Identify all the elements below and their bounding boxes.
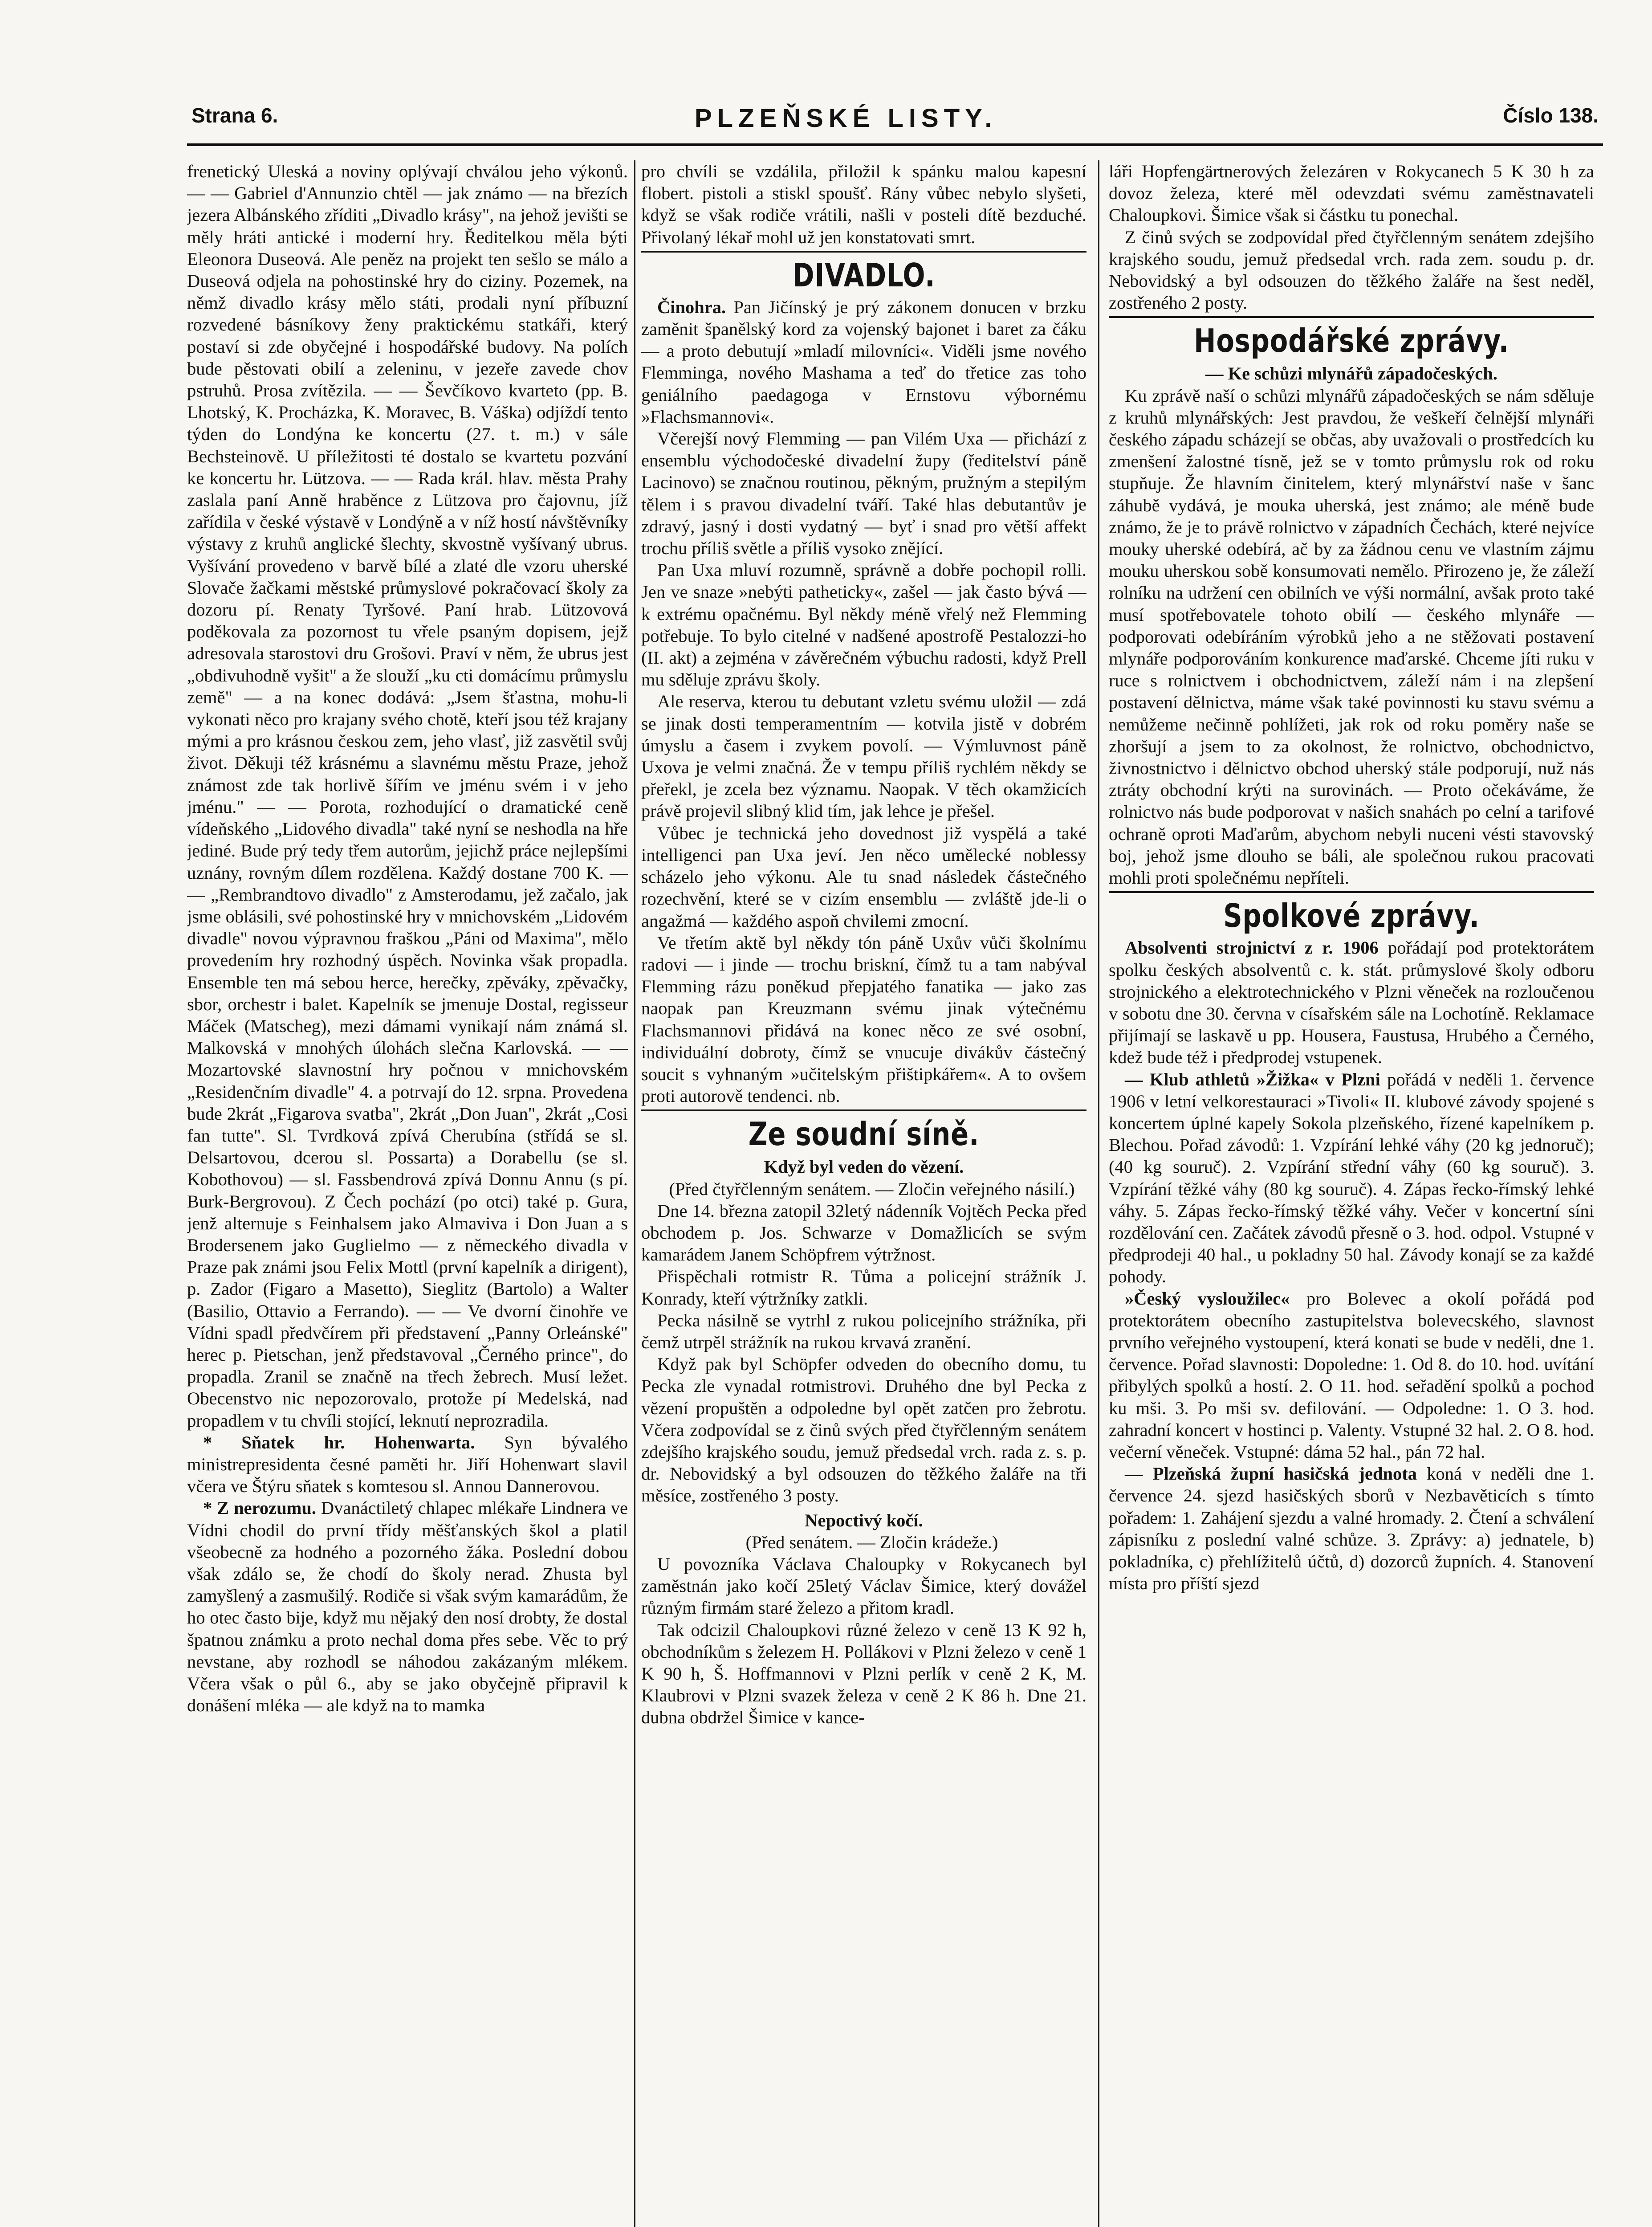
issue-number: Číslo 138. bbox=[1503, 104, 1599, 127]
club-text: koná v neděli dne 1. července 24. sjezd hasičských sborů v Nezbavěticích s tímto pořadem: 1. Zahájení sjezdu a valné hromady. 2. Čtení a schválení zápisníku z poslední valné schůze. 3. Zprávy: a) jednatele, b) pokladníka, c) přehlížitelů účtů, d) dozorců župních. 4. Stanovení místa pro příští sjezd bbox=[1109, 1464, 1594, 1594]
section-rule bbox=[1109, 891, 1594, 893]
column-2 bbox=[641, 160, 1086, 2227]
article-text: frenetický Uleská a noviny oplývají chválou jeho výkonů. — — Gabriel d'Annunzio chtěl — jak známo — na březích jezera Albánského zříditi „Divadlo krásy", na jehož jevišti se měly hráti antické i moderní hry. Ředitelkou měla býti Eleonora Duseová. Ale peněz na projekt ten sešlo se málo a Duseová odjela na pohostinské hry do ciziny. Pozemek, na němž divadlo krásy mělo státi, prodali nyní příbuzní rozvedené básníkovy ženy praktickému statkáři, který postaví si zde obyčejné i hospodářské budovy. Na polích bude pěstovati obilí a zeleninu, v jezeře zavede chov pstruhů. Prosa zvítězila. — — Ševčíkovo kvarteto (pp. B. Lhotský, K. Procházka, K. Moravec, B. Váška) odjíždí tento týden do Londýna ke koncertu (27. t. m.) v sále Bechsteinově. U příležitosti té dostalo se kvartetu pozvání ke koncertu hr. Lützova. — — Rada král. hlav. města Prahy zaslala paní Anně hraběnce z Lützova pro čajovnu, jíž zařídila v české výstavě v Londýně a v níž hostí návštěvníky výstavy z kruhů anglické šlechty, skvostně vyšívaný ubrus. Vyšívání provedeno v barvě bílé a zlaté dle vzoru uherské Slovače žačkami městské průmyslové pokračovací školy za dozoru pí. Renaty Tyršové. Paní hrab. Lützovová poděkovala za pozornost tu vřele psaným dopisem, jejž adresovala starostovi dru Grošovi. Praví v něm, že ubrus jest „obdivuhodně vyšit" a že slouží „ku cti domácímu průmyslu země" — a na konec dodává: „Jsem šťastna, mohu-li vykonati něco pro krajany svého chotě, kteří jsou též krajany mými a pro krásnou českou zem, jeho vlasť, již zasvětil svůj život. Děkuji též krásnému a slavnému městu Praze, jehož známost zde tak horlivě šířím ve jménu svém i v jeho jménu." — — Porota, rozhodující o dramatické ceně vídeňského „Lidového divadla" také nyní se neshodla na hře jediné. Bude prý tedy třem autorům, jejichž práce nejlepšími uznány, rovným dílem rozdělena. Každý dostane 700 K. — — „Rembrandtovo divadlo" z Amsterodamu, jež začalo, jak jsme oblásili, své pohostinské hry v mnichovském „Lidovém divadle" novou výpravnou fraškou „Páni od Maxima", mělo provedením hry rozhodný úspěch. Novinka však propadla. Ensemble ten má sebou herce, herečky, zpěváky, zpěvačky, sbor, orchestr i balet. Kapelník se jmenuje Dostal, regisseur Máček (Matscheg), mezi dámami vynikají nám známá sl. Malkovská v mnohých úlohách slečna Karlovská. — — Mozartovské slavnostní hry počnou v mnichovském „Residenčním divadle" 4. a potrvají do 12. srpna. Provedena bude 2krát „Figarova svatba", 2krát „Don Juan", 2krát „Cosi fan tutte". Sl. Tvrdková zpívá Cherubína (střídá se sl. Delsartovou, dcerou sl. Possarta) a Dorabellu (se sl. Kobothovou) — sl. Fassbendrová zpívá Donnu Annu (s pí. Burk-Bergrovou). Z Čech pochází (po otci) také p. Gura, jenž alternuje s Feinhalsem jako Almaviva i Don Juan a s Brodersenem jako Guglielmo — z německého divadla v Praze pak známi jsou Felix Mottl (první kapelník a dirigent), p. Zador (Figaro a Masetto), Sieglitz (Bartolo) a Walter (Basilio, Ottavio a Ferrando). — — Ve dvorní činohře ve Vídni spadl předvčírem při představení „Panny Orleánské" herec p. Pietschan, jenž představoval „Černého prince", do propadla. Zranil se značně na třech žebrech. Musí ležet. Obecenstvo nic nepozorovalo, protože pí Medelská, nad propadlem v tu chvíli stojící, leknutí neprozradila. bbox=[187, 161, 628, 1431]
column-divider bbox=[634, 160, 635, 2227]
club-lead: — Klub athletů »Žižka« v Plzni bbox=[1125, 1069, 1380, 1089]
column-divider bbox=[1098, 160, 1099, 2227]
section-title-soud: Ze soudní síně. bbox=[748, 1115, 980, 1153]
club-item bbox=[1109, 1288, 1594, 1463]
article-text: pro chvíli se vzdálila, přiložil k spánku malou kapesní flobert. pistoli a stiskl spoušť. Rány vůbec nebylo slyšeti, když se však rodiče vrátili, našli v posteli dítě bezduché. Přivolaný lékař mohl už jen konstatovati smrt. bbox=[641, 161, 1086, 247]
review-paragraph bbox=[641, 296, 1086, 428]
club-item bbox=[1109, 937, 1594, 1068]
section-title-hospodarske: Hospodářské zprávy. bbox=[1194, 322, 1509, 360]
news-lead: * Z nerozumu. bbox=[203, 1498, 316, 1518]
news-text: Dvanáctiletý chlapec mlékaře Lindnera ve Vídni chodil do první třídy měšťanských škol a platil všeobecně za hodného a pozorného žáka. Poslední dobou však zdálo se, že chodí do školy nerad. Zhusta byl zamyšlený a zasmušilý. Rodiče si však svým kamarádům, že ho otec často bije, když mu nějaký den nosí drobty, že dostal špatnou známku a proto nechal doma přes sebe. Věc to prý nevstane, aby rozhodl se náhodou zakázaným mlékem. Včera však o půl 6., aby se jako obyčejně připravil k donášení mléka — ale když na to mamka bbox=[187, 1498, 628, 1716]
section-title-divadlo: DIVADLO. bbox=[792, 256, 936, 294]
review-paragraph: Pan Uxa mluví rozumně, správně a dobře pochopil rolli. Jen ve snaze »nebýti patheticky«, zašel — jak často bývá — k extrému opačnému. Byl někdy méně vřelý než Flemming potřebuje. To bylo citelné v nadšené apostrofě Pestalozzi-ho (II. akt) a zejména v závěrečném výbuchu radosti, když Prell mu sděluje zprávu školy. bbox=[641, 560, 1086, 690]
case-paragraph: Tak odcizil Chaloupkovi různé železo v ceně 13 K 92 h, obchodníkům s železem H. Pollákovi v Plzni železo v ceně 1 K 90 h, Š. Hoffmannovi v Plzni perlík v ceně 2 K, M. Klaubrovi v Plzni svazek železa v ceně 2 K 86 h. Dne 21. dubna obdržel Šimice v kance- bbox=[641, 1619, 1086, 1728]
report-title: — Ke schůzi mlynářů západočeských. bbox=[1205, 363, 1497, 384]
page-header bbox=[151, 103, 1612, 135]
club-lead: Absolventi strojnictví z r. 1906 bbox=[1125, 938, 1379, 958]
case-paragraph: Přispěchali rotmistr R. Tůma a policejní strážník J. Konrady, kteří výtržníky zatkli. bbox=[641, 1266, 1086, 1309]
news-text: Syn bývalého ministrepresidenta česné paměti hr. Jiří Hohenwart slavil včera ve Štýru sňatek s komtesou sl. Annou Dannerovou. bbox=[187, 1432, 628, 1497]
review-paragraph: Vůbec je technická jeho dovednost již vyspělá a také intelligenci pan Uxa jeví. Jen něco umělecké noblessy scházelo jeho výkonu. Ale tu snad následek částečného rozechvění, které se v cizím ensemblu — zvláště jde-li o angažmá — každého aspoň chvilemi zmocní. bbox=[641, 823, 1086, 931]
club-item bbox=[1109, 1463, 1594, 1594]
header-rule bbox=[187, 143, 1603, 146]
case-paragraph: Pecka násilně se vytrhl z rukou policejního strážníka, při čemž utrpěl strážník na rukou krvavá zranění. bbox=[641, 1310, 1086, 1352]
case-paragraph: láři Hopfengärtnerových železáren v Rokycanech 5 K 30 h za dovoz železa, které měl odevzdati svému zaměstnavateli Chaloupkovi. Šimice však si částku tu ponechal. bbox=[1109, 161, 1594, 225]
club-lead: »Český vysloužilec« bbox=[1125, 1288, 1290, 1309]
news-item bbox=[187, 1432, 628, 1497]
review-lead: Činohra. bbox=[657, 297, 726, 317]
news-lead: * Sňatek hr. Hohenwarta. bbox=[203, 1432, 475, 1452]
column-3 bbox=[1109, 160, 1594, 2227]
case-paragraph: U povozníka Václava Chaloupky v Rokycanech byl zaměstnán jako kočí 25letý Václav Šimice, který dovážel různým firmám staré železo a přitom kradl. bbox=[641, 1554, 1086, 1618]
review-text: Pan Jičínský je prý zákonem donucen v brzku zaměnit španělský kord za vojenský bajonet i baret za čáku — a proto debutují »mladí milovníci«. Viděli jsme nového Flemminga, nového Mashama a teď do třetice zas toho geniálního paedagoga v Ernstovu výbornému »Flachsmannovi«. bbox=[641, 297, 1086, 427]
column-1 bbox=[187, 160, 628, 2227]
case-title: Když byl veden do vězení. bbox=[764, 1157, 964, 1177]
club-text: pro Bolevec a okolí pořádá pod protektorátem obecního zastupitelstva bolevecského, slavnost prvního veřejného vystoupení, která konati se bude v neděli, dne 1. července. Pořad slavnosti: Dopoledne: 1. Od 8. do 10. hod. uvítání přibylých spolků a hostí. 2. O 11. hod. seřadění spolků a pochod ku mši. 3. Po mši sv. defilování. — Odpoledne: 1. O 3. hod. zahradní koncert v hostinci p. Valenty. Vstupné 32 hal. 2. O 8. hod. večerní věneček. Vstupné: dáma 52 hal., pán 72 hal. bbox=[1109, 1288, 1594, 1462]
case-paragraph: Z činů svých se zodpovídal před čtyřčlenným senátem zdejšího krajského soudu, jemuž předsedal vrch. rada zem. soudu p. dr. Nebovidský a byl odsouzen do těžkého žaláře na šest neděl, zostřeného 2 posty. bbox=[1109, 227, 1594, 313]
page-number: Strana 6. bbox=[191, 104, 278, 127]
section-rule bbox=[641, 251, 1086, 253]
review-paragraph: Včerejší nový Flemming — pan Vilém Uxa — přichází z ensemblu východočeské divadelní župy (ředitelství páně Lacinovo) se značnou routinou, pěkným, pružným a stepilým tělem i s pravou divadelní tváří. Také hlas debutantův je zdravý, jasný i dosti vydatný — byť i snad pro větší affekt trochu příliš světle a příliš vysoko znějící. bbox=[641, 428, 1086, 559]
review-paragraph: Ale reserva, kterou tu debutant vzletu svému uložil — zdá se jinak dosti temperamentním — kotvila jistě v dobrém úmyslu a časem i zvykem povolí. — Výmluvnost páně Uxova je velmi značná. Že v tempu příliš rychlém někdy se přeřekl, je zcela bez významu. Naopak. V těch okamžicích právě projevil slibný klid tím, jak lehce je přešel. bbox=[641, 691, 1086, 821]
review-paragraph: Ve třetím aktě byl někdy tón páně Uxův vůči školnímu radovi — i jinde — trochu briskní, čímž tu a tam nabýval Flemming rázu poněkud přepjatého fanatika — jako zas naopak pan Kreuzmann svému jinak výtečnému Flachsmannovi přidává na konec něco ze své osobní, individuální dobroty, čímž se vnucuje divákův částečný soucit s vyhnaným »učitelským přištipkářem«. A to ovšem proti autorově tendenci. nb. bbox=[641, 932, 1086, 1106]
club-text: pořádá v neděli 1. července 1906 v letní velkorestauraci »Tivoli« II. klubové závody spojené s koncertem úplné kapely Sokola plzeňského, řízené kapelníkem p. Blechou. Pořad závodů: 1. Vzpírání lehké váhy (20 kg jednoruč); (40 kg souruč). 2. Vzpírání střední váhy (60 kg souruč). 3. Vzpírání těžké váhy (80 kg souruč). 4. Zápas řecko-římský lehké váhy. 5. Zápas řecko-římský těžké váhy. Večer v koncertní síni rozdělování cen. Začátek závodů přesně o 3. hod. odpol. Vstupné v předprodeji 40 hal., u pokladny 50 hal. Závody konají se za každé pohody. bbox=[1109, 1069, 1594, 1287]
section-rule bbox=[641, 1109, 1086, 1111]
report-paragraph: Ku zprávě naší o schůzi mlynářů západočeských se nám sděluje z kruhů mlynářských: Jest pravdou, že veškeří čelnější mlynáři českého západu scházejí se občas, aby uvažovali o prostředcích ku zmenšení žalostné tísně, jež se v tomto průmyslu rok od roku stupňuje. Že hlavním činitelem, který mlynářství naše v šanc záhubě vydává, je mouka uherská, jest známo; ale méně bude známo, že je to právě rolnictvo v západních Čechách, které nejvíce mouky uherské odebírá, ač by za žádnou cenu ve vlastním zájmu mouku uherskou sobě konsumovati nemělo. Přirozeno je, že záleží rolníku na udržení cen obilních ve výši normální, avšak proto také musí spotřebovatele tohoto obilí — českého mlynáře — podporovati odebíráním výrobků jeho a ne stěžovati postavení mlynáře podporováním konkurence maďarské. Chceme jíti ruku v ruce s rolnictvem i obchodnictvem, záleží nám i na zlepšení postavení dělnictva, máme však také povinnosti ku stavu svému a nemůžeme nečinně pohlížeti, jak rok od roku poměry naše se zhoršují a jsem to za okolnost, že rolnictvo, obchodnictvo, živnostnictvo i dělnictvo obchod uherský stále podporují, nuž nás ztráty obchodní krýti na surovinách. — Proto očekáváme, že rolnictvo nás bude podporovat v našich snahách po celní a tarifové ochraně oproti Maďarům, abychom nebyli nuceni vésti stavovský boj, jehož jsme dlouho se báli, ale společnou rukou pracovati mohli proti společnému nepříteli. bbox=[1109, 385, 1594, 888]
club-text: pořádají pod protektorátem spolku českých absolventů c. k. stát. průmyslové školy odboru strojnického a elektrotechnického v Plzni věneček na rozloučenou v sobotu dne 30. června v císařském sále na Lochotíně. Reklamace přijímají se laskavě u pp. Housera, Faustusa, Hrubého a Černého, kdež bude též i předprodej vstupenek. bbox=[1109, 938, 1594, 1068]
case-paragraph: Když pak byl Schöpfer odveden do obecního domu, tu Pecka zle vynadal rotmistrovi. Druhého dne byl Pecka z vězení propuštěn a odpoledne byl opět zatčen pro žebrotu. Včera zodpovídal se z činů svých před čtyřčlenným senátem zdejšího krajského soudu, jemuž předsedal vrch. rada z. s. p. dr. Nebovidský a byl odsouzen do těžkého žaláře na tři měsíce, zostřeného 3 posty. bbox=[641, 1354, 1086, 1506]
club-item bbox=[1109, 1069, 1594, 1288]
court-line: (Před senátem. — Zločin krádeže.) bbox=[745, 1532, 998, 1552]
court-line: (Před čtyřčlenným senátem. — Zločin veřejného násilí.) bbox=[669, 1179, 1075, 1199]
section-title-spolkove: Spolkové zprávy. bbox=[1223, 897, 1480, 935]
newspaper-title: PLZEŇSKÉ LISTY. bbox=[695, 104, 997, 133]
case-paragraph: Dne 14. března zatopil 32letý nádenník Vojtěch Pecka před obchodem p. Jos. Schwarze v Domažlicích se svým kamarádem Janem Schöpfrem výtržnost. bbox=[641, 1200, 1086, 1265]
section-rule bbox=[1109, 316, 1594, 318]
news-item bbox=[187, 1497, 628, 1716]
case-title: Nepoctivý kočí. bbox=[805, 1510, 923, 1530]
club-lead: — Plzeňská župní hasičská jednota bbox=[1125, 1464, 1417, 1484]
